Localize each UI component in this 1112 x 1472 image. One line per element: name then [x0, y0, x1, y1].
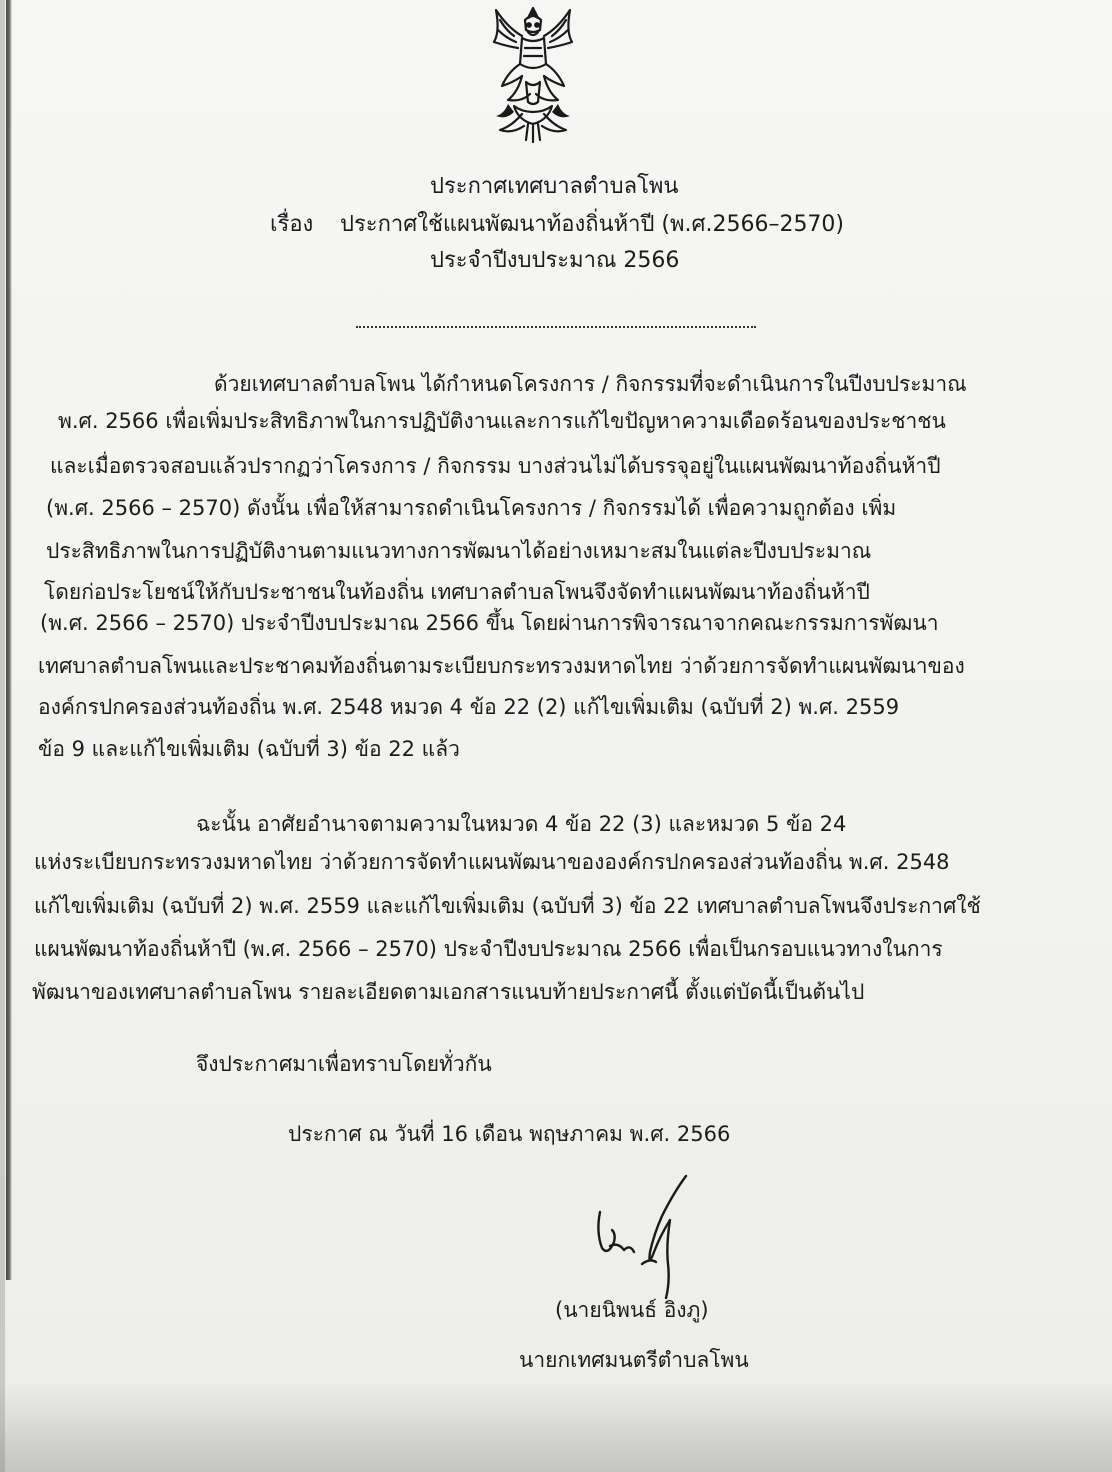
paragraph1-line: ข้อ 9 และแก้ไขเพิ่มเติม (ฉบับที่ 3) ข้อ 22 แล้ว — [38, 737, 460, 761]
scan-bottom-shadow — [0, 1382, 1112, 1472]
handwritten-signature — [590, 1172, 700, 1300]
paragraph1-line: เทศบาลตำบลโพนและประชาคมท้องถิ่นตามระเบียบกระทรวงมหาดไทย ว่าด้วยการจัดทำแผนพัฒนาของ — [38, 654, 965, 678]
subject-text: ประกาศใช้แผนพัฒนาท้องถิ่นห้าปี (พ.ศ.2566–2570) — [340, 212, 845, 237]
scan-binding-line — [6, 0, 12, 1280]
signatory-position: นายกเทศมนตรีตำบลโพน — [519, 1348, 749, 1372]
signatory-name: (นายนิพนธ์ อิงภู) — [555, 1298, 709, 1322]
garuda-emblem-icon — [478, 2, 588, 147]
paragraph1-line: (พ.ศ. 2566 – 2570) ดังนั้น เพื่อให้สามารถดำเนินโครงการ / กิจกรรมได้ เพื่อความถูกต้อง เพิ่ม — [46, 496, 897, 520]
paragraph1-line: องค์กรปกครองส่วนท้องถิ่น พ.ศ. 2548 หมวด 4 ข้อ 22 (2) แก้ไขเพิ่มเติม (ฉบับที่ 2) พ.ศ. 2559 — [38, 695, 900, 719]
closing-line: จึงประกาศมาเพื่อทราบโดยทั่วกัน — [196, 1052, 492, 1076]
paragraph1-line: พ.ศ. 2566 เพื่อเพิ่มประสิทธิภาพในการปฏิบัติงานและการแก้ไขปัญหาความเดือดร้อนของประชาชน — [58, 409, 946, 433]
scan-edge — [0, 0, 5, 1472]
fiscal-year-line: ประจำปีงบประมาณ 2566 — [430, 248, 680, 273]
paragraph1-line: โดยก่อประโยชน์ให้กับประชาชนในท้องถิ่น เทศบาลตำบลโพนจึงจัดทำแผนพัฒนาท้องถิ่นห้าปี — [44, 580, 870, 604]
paragraph1-line: และเมื่อตรวจสอบแล้วปรากฏว่าโครงการ / กิจกรรม บางส่วนไม่ได้บรรจุอยู่ในแผนพัฒนาท้องถิ่นห้าปี — [50, 454, 941, 478]
paragraph1-line: ประสิทธิภาพในการปฏิบัติงานตามแนวทางการพัฒนาได้อย่างเหมาะสมในแต่ละปีงบประมาณ — [46, 539, 872, 563]
announcement-date: ประกาศ ณ วันที่ 16 เดือน พฤษภาคม พ.ศ. 2566 — [288, 1122, 731, 1146]
paragraph2-line: พัฒนาของเทศบาลตำบลโพน รายละเอียดตามเอกสารแนบท้ายประกาศนี้ ตั้งแต่บัดนี้เป็นต้นไป — [32, 980, 865, 1004]
paragraph2-line: แผนพัฒนาท้องถิ่นห้าปี (พ.ศ. 2566 – 2570) ประจำปีงบประมาณ 2566 เพื่อเป็นกรอบแนวทางในการ — [34, 937, 943, 961]
paragraph2-line: ฉะนั้น อาศัยอำนาจตามความในหมวด 4 ข้อ 22 (3) และหมวด 5 ข้อ 24 — [196, 812, 847, 836]
paragraph2-line: แห่งระเบียบกระทรวงมหาดไทย ว่าด้วยการจัดทำแผนพัฒนาขององค์กรปกครองส่วนท้องถิ่น พ.ศ. 2548 — [34, 850, 950, 874]
subject-label: เรื่อง — [270, 212, 314, 237]
document-title: ประกาศเทศบาลตำบลโพน — [430, 174, 679, 199]
paragraph1-line: ด้วยเทศบาลตำบลโพน ได้กำหนดโครงการ / กิจกรรมที่จะดำเนินการในปีงบประมาณ — [214, 372, 967, 396]
paragraph1-line: (พ.ศ. 2566 – 2570) ประจำปีงบประมาณ 2566 ขึ้น โดยผ่านการพิจารณาจากคณะกรรมการพัฒนา — [40, 611, 939, 635]
paragraph2-line: แก้ไขเพิ่มเติม (ฉบับที่ 2) พ.ศ. 2559 และแก้ไขเพิ่มเติม (ฉบับที่ 3) ข้อ 22 เทศบาลตำบลโพนจึงประกาศใช้ — [34, 894, 981, 918]
dotted-separator — [356, 326, 756, 328]
